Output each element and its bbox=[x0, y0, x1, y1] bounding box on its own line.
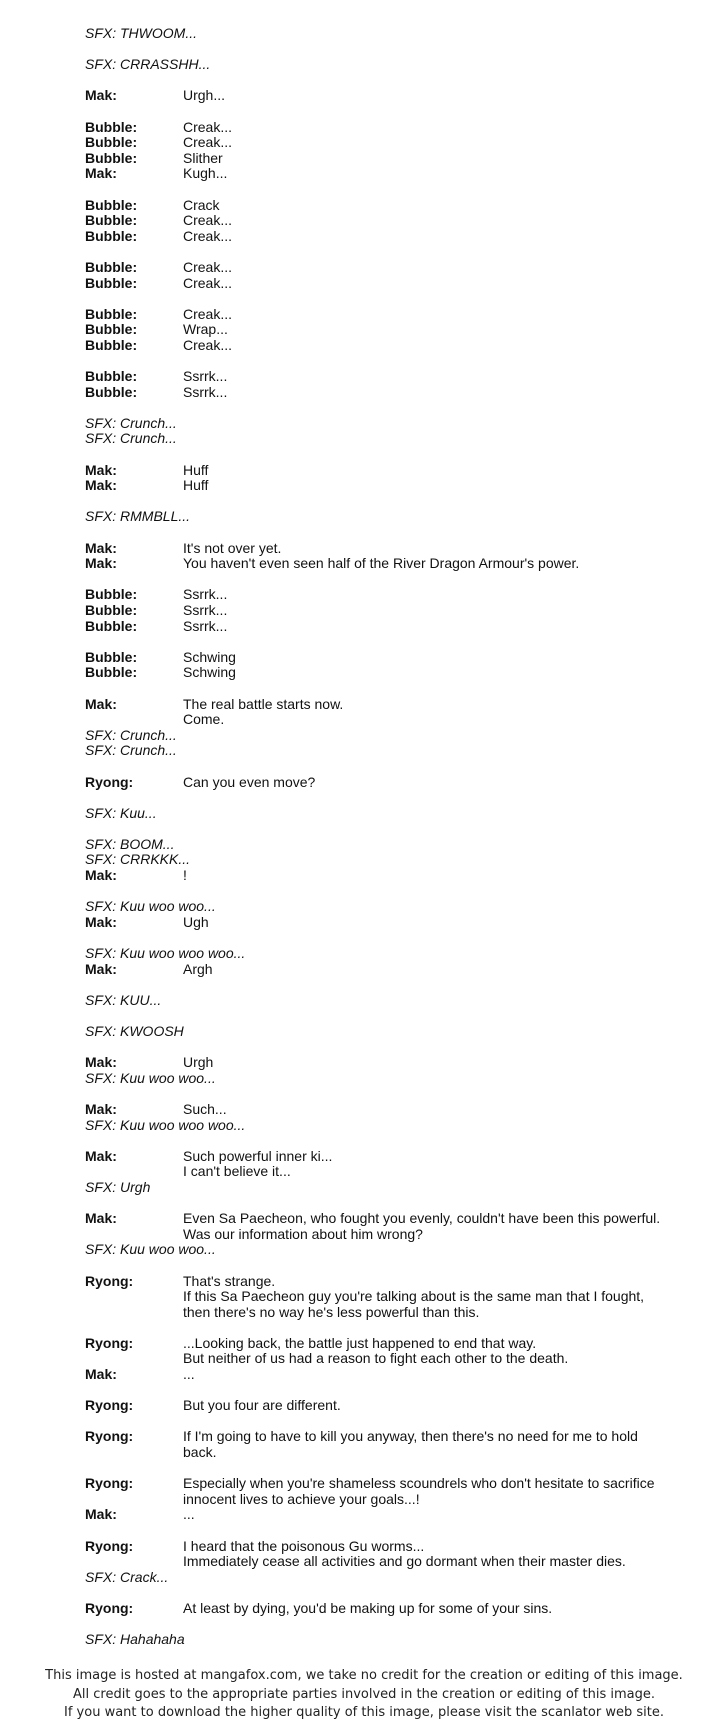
dialogue-text: Schwing bbox=[183, 648, 236, 665]
speaker-label: Mak: bbox=[85, 165, 117, 182]
sfx-line bbox=[85, 852, 685, 868]
dialogue-line bbox=[85, 603, 685, 619]
dialogue-line bbox=[85, 556, 685, 572]
speaker-label: Ryong: bbox=[85, 773, 134, 790]
block-spacer bbox=[85, 930, 685, 946]
block-spacer bbox=[85, 182, 685, 198]
speaker-label: Bubble: bbox=[85, 212, 138, 229]
sfx-line bbox=[85, 26, 685, 42]
dialogue-text: Creak... bbox=[183, 274, 233, 291]
dialogue-text: Such powerful inner ki... bbox=[183, 1147, 333, 1164]
sfx-line bbox=[85, 509, 685, 525]
dialogue-text: The real battle starts now. bbox=[183, 695, 344, 712]
speaker-label: Bubble: bbox=[85, 383, 138, 400]
dialogue-text: back. bbox=[183, 1444, 217, 1461]
dialogue-line bbox=[85, 1601, 685, 1617]
disclaimer-line-1: This image is hosted at mangafox.com, we take no credit for the creation or editing of this image. bbox=[45, 1668, 683, 1683]
dialogue-text: ...Looking back, the battle just happened to end that way. bbox=[183, 1334, 537, 1351]
speaker-label: Bubble: bbox=[85, 134, 138, 151]
sfx-text: SFX: KWOOSH bbox=[85, 1023, 184, 1039]
dialogue-text: Slither bbox=[183, 149, 223, 166]
speaker-label: Bubble: bbox=[85, 648, 138, 665]
speaker-label: Ryong: bbox=[85, 1334, 134, 1351]
speaker-label bbox=[85, 1305, 183, 1321]
speaker-label: Ryong: bbox=[85, 1599, 134, 1616]
dialogue-text: If this Sa Paecheon guy you're talking about is the same man that I fought, bbox=[183, 1288, 645, 1305]
speaker-label: Ryong: bbox=[85, 1428, 134, 1445]
sfx-line bbox=[85, 1024, 685, 1040]
speaker-label bbox=[85, 1351, 183, 1367]
dialogue-text: Was our information about him wrong? bbox=[183, 1225, 423, 1242]
block-spacer bbox=[85, 447, 685, 463]
speaker-label: Bubble: bbox=[85, 274, 138, 291]
dialogue-text: Crack bbox=[183, 196, 220, 213]
speaker-label: Bubble: bbox=[85, 586, 138, 603]
dialogue-line bbox=[85, 1351, 685, 1367]
dialogue-line bbox=[85, 775, 685, 791]
sfx-text: SFX: CRRKKK... bbox=[85, 851, 191, 868]
block-spacer bbox=[85, 977, 685, 993]
speaker-label bbox=[85, 1492, 183, 1508]
dialogue-text: then there's no way he's less powerful than this. bbox=[183, 1303, 480, 1320]
dialogue-text: Creak... bbox=[183, 305, 233, 322]
dialogue-line bbox=[85, 1274, 685, 1290]
dialogue-line bbox=[85, 1336, 685, 1352]
speaker-label: Bubble: bbox=[85, 664, 138, 681]
dialogue-text: Can you even move? bbox=[183, 773, 316, 790]
sfx-line bbox=[85, 837, 685, 853]
sfx-line bbox=[85, 946, 685, 962]
speaker-label: Ryong: bbox=[85, 1397, 134, 1414]
dialogue-text: Argh bbox=[183, 960, 213, 977]
sfx-line bbox=[85, 416, 685, 432]
dialogue-line bbox=[85, 1398, 685, 1414]
disclaimer-line-2: All credit goes to the appropriate parties involved in the creation or editing of this image. bbox=[73, 1686, 655, 1702]
dialogue-line bbox=[85, 712, 685, 728]
speaker-label: Mak: bbox=[85, 539, 117, 556]
sfx-text: SFX: BOOM... bbox=[85, 835, 175, 852]
dialogue-line bbox=[85, 541, 685, 557]
block-spacer bbox=[85, 244, 685, 260]
speaker-label: Mak: bbox=[85, 461, 117, 478]
dialogue-line bbox=[85, 587, 685, 603]
block-spacer bbox=[85, 353, 685, 369]
block-spacer bbox=[85, 42, 685, 58]
dialogue-text: Urgh... bbox=[183, 87, 226, 104]
speaker-label: Bubble: bbox=[85, 196, 138, 213]
dialogue-line bbox=[85, 619, 685, 635]
speaker-label: Bubble: bbox=[85, 227, 138, 244]
speaker-label: Bubble: bbox=[85, 368, 138, 385]
dialogue-line bbox=[85, 868, 685, 884]
dialogue-text: Ugh bbox=[183, 913, 209, 930]
sfx-text: SFX: Crack... bbox=[85, 1568, 169, 1585]
sfx-line bbox=[85, 1242, 685, 1258]
block-spacer bbox=[85, 759, 685, 775]
sfx-line bbox=[85, 899, 685, 915]
dialogue-text: Creak... bbox=[183, 336, 233, 353]
dialogue-line bbox=[85, 322, 685, 338]
sfx-line bbox=[85, 1180, 685, 1196]
speaker-label: Mak: bbox=[85, 1506, 117, 1523]
sfx-text: SFX: Kuu woo woo woo... bbox=[85, 1116, 246, 1133]
sfx-text: SFX: Crunch... bbox=[85, 726, 177, 743]
speaker-label: Ryong: bbox=[85, 1272, 134, 1289]
dialogue-line bbox=[85, 229, 685, 245]
dialogue-text: But you four are different. bbox=[183, 1397, 341, 1414]
sfx-text: SFX: RMMBLL... bbox=[85, 508, 191, 525]
sfx-line bbox=[85, 728, 685, 744]
dialogue-text: Come. bbox=[183, 711, 225, 728]
speaker-label: Ryong: bbox=[85, 1537, 134, 1554]
dialogue-text: Creak... bbox=[183, 118, 233, 135]
dialogue-text: Ssrrk... bbox=[183, 586, 228, 603]
speaker-label: Mak: bbox=[85, 695, 117, 712]
speaker-label: Bubble: bbox=[85, 617, 138, 634]
dialogue-line bbox=[85, 915, 685, 931]
speaker-label: Mak: bbox=[85, 87, 117, 104]
dialogue-line bbox=[85, 1164, 685, 1180]
speaker-label bbox=[85, 1164, 183, 1180]
block-spacer bbox=[85, 1383, 685, 1399]
sfx-line bbox=[85, 1632, 685, 1648]
block-spacer bbox=[85, 681, 685, 697]
block-spacer bbox=[85, 291, 685, 307]
sfx-text: SFX: Kuu woo woo woo... bbox=[85, 945, 246, 962]
dialogue-text: Urgh bbox=[183, 1054, 214, 1071]
sfx-text: SFX: THWOOM... bbox=[85, 25, 197, 41]
dialogue-text: You haven't even seen half of the River Dragon Armour's power. bbox=[183, 555, 580, 572]
dialogue-line bbox=[85, 1445, 685, 1461]
speaker-label bbox=[85, 1445, 183, 1461]
sfx-line bbox=[85, 743, 685, 759]
speaker-label bbox=[85, 1554, 183, 1570]
dialogue-line bbox=[85, 1507, 685, 1523]
dialogue-line bbox=[85, 338, 685, 354]
speaker-label: Mak: bbox=[85, 1054, 117, 1071]
speaker-label bbox=[85, 1289, 183, 1305]
dialogue-text: Creak... bbox=[183, 258, 233, 275]
sfx-text: SFX: CRRASSHH... bbox=[85, 56, 211, 73]
sfx-text: SFX: Kuu woo woo... bbox=[85, 1069, 216, 1086]
speaker-label bbox=[85, 1227, 183, 1243]
dialogue-line bbox=[85, 1211, 685, 1227]
dialogue-line bbox=[85, 88, 685, 104]
dialogue-line bbox=[85, 1429, 685, 1445]
dialogue-line bbox=[85, 276, 685, 292]
speaker-label: Bubble: bbox=[85, 336, 138, 353]
dialogue-text: Such... bbox=[183, 1100, 227, 1117]
sfx-line bbox=[85, 993, 685, 1009]
block-spacer bbox=[85, 1414, 685, 1430]
sfx-text: SFX: Kuu woo woo... bbox=[85, 898, 216, 915]
dialogue-text: At least by dying, you'd be making up for some of your sins. bbox=[183, 1599, 553, 1616]
block-spacer bbox=[85, 1196, 685, 1212]
speaker-label: Bubble: bbox=[85, 118, 138, 135]
block-spacer bbox=[85, 104, 685, 120]
dialogue-line bbox=[85, 166, 685, 182]
dialogue-text: Huff bbox=[183, 461, 209, 478]
sfx-text: SFX: KUU... bbox=[85, 991, 162, 1008]
speaker-label: Mak: bbox=[85, 1147, 117, 1164]
block-spacer bbox=[85, 1523, 685, 1539]
dialogue-line bbox=[85, 1055, 685, 1071]
dialogue-line bbox=[85, 463, 685, 479]
dialogue-text: ... bbox=[183, 1366, 195, 1383]
speaker-label: Bubble: bbox=[85, 258, 138, 275]
sfx-line bbox=[85, 1118, 685, 1134]
sfx-line bbox=[85, 57, 685, 73]
sfx-line bbox=[85, 806, 685, 822]
dialogue-text: Schwing bbox=[183, 664, 236, 681]
sfx-text: SFX: Urgh bbox=[85, 1178, 151, 1195]
dialogue-text: ... bbox=[183, 1506, 195, 1523]
dialogue-text: I can't believe it... bbox=[183, 1163, 291, 1180]
sfx-line bbox=[85, 1570, 685, 1586]
dialogue-line bbox=[85, 1289, 685, 1305]
sfx-text: SFX: Kuu... bbox=[85, 804, 157, 821]
script-transcript bbox=[85, 26, 685, 1648]
block-spacer bbox=[85, 790, 685, 806]
dialogue-text: Creak... bbox=[183, 134, 233, 151]
block-spacer bbox=[85, 821, 685, 837]
block-spacer bbox=[85, 884, 685, 900]
dialogue-text: Creak... bbox=[183, 227, 233, 244]
dialogue-text: It's not over yet. bbox=[183, 539, 282, 556]
dialogue-line bbox=[85, 1102, 685, 1118]
dialogue-line bbox=[85, 1149, 685, 1165]
dialogue-text: ! bbox=[183, 867, 187, 884]
dialogue-line bbox=[85, 1227, 685, 1243]
dialogue-text: Creak... bbox=[183, 212, 233, 229]
hosting-disclaimer bbox=[0, 1667, 728, 1723]
speaker-label: Bubble: bbox=[85, 149, 138, 166]
speaker-label: Mak: bbox=[85, 1366, 117, 1383]
dialogue-text: If I'm going to have to kill you anyway, then there's no need for me to hold bbox=[183, 1428, 638, 1445]
block-spacer bbox=[85, 1585, 685, 1601]
block-spacer bbox=[85, 494, 685, 510]
dialogue-line bbox=[85, 120, 685, 136]
dialogue-text: Ssrrk... bbox=[183, 368, 228, 385]
dialogue-text: Ssrrk... bbox=[183, 383, 228, 400]
dialogue-line bbox=[85, 307, 685, 323]
speaker-label: Mak: bbox=[85, 1100, 117, 1117]
dialogue-line bbox=[85, 1367, 685, 1383]
sfx-text: SFX: Crunch... bbox=[85, 430, 177, 447]
dialogue-text: Kugh... bbox=[183, 165, 228, 182]
dialogue-line bbox=[85, 198, 685, 214]
sfx-text: SFX: Crunch... bbox=[85, 742, 177, 759]
block-spacer bbox=[85, 1040, 685, 1056]
dialogue-line bbox=[85, 1305, 685, 1321]
block-spacer bbox=[85, 1617, 685, 1633]
dialogue-text: Especially when you're shameless scoundrels who don't hesitate to sacrifice bbox=[183, 1475, 655, 1492]
sfx-text: SFX: Kuu woo woo... bbox=[85, 1241, 216, 1258]
dialogue-text: innocent lives to achieve your goals...! bbox=[183, 1490, 420, 1507]
dialogue-line bbox=[85, 151, 685, 167]
sfx-text: SFX: Hahahaha bbox=[85, 1631, 185, 1648]
block-spacer bbox=[85, 1086, 685, 1102]
speaker-label: Mak: bbox=[85, 477, 117, 494]
dialogue-line bbox=[85, 478, 685, 494]
dialogue-line bbox=[85, 1476, 685, 1492]
dialogue-text: I heard that the poisonous Gu worms... bbox=[183, 1537, 425, 1554]
block-spacer bbox=[85, 1133, 685, 1149]
dialogue-text: Even Sa Paecheon, who fought you evenly, couldn't have been this powerful. bbox=[183, 1210, 661, 1227]
speaker-label: Mak: bbox=[85, 867, 117, 884]
block-spacer bbox=[85, 73, 685, 89]
dialogue-text: Ssrrk... bbox=[183, 601, 228, 618]
block-spacer bbox=[85, 1461, 685, 1477]
dialogue-line bbox=[85, 260, 685, 276]
dialogue-text: Immediately cease all activities and go dormant when their master dies. bbox=[183, 1553, 626, 1570]
block-spacer bbox=[85, 400, 685, 416]
speaker-label: Ryong: bbox=[85, 1475, 134, 1492]
sfx-line bbox=[85, 431, 685, 447]
dialogue-line bbox=[85, 1492, 685, 1508]
dialogue-text: That's strange. bbox=[183, 1272, 276, 1289]
speaker-label bbox=[85, 712, 183, 728]
speaker-label: Bubble: bbox=[85, 601, 138, 618]
speaker-label: Mak: bbox=[85, 960, 117, 977]
block-spacer bbox=[85, 525, 685, 541]
speaker-label: Bubble: bbox=[85, 305, 138, 322]
dialogue-text: Ssrrk... bbox=[183, 617, 228, 634]
block-spacer bbox=[85, 1258, 685, 1274]
sfx-text: SFX: Crunch... bbox=[85, 414, 177, 431]
block-spacer bbox=[85, 634, 685, 650]
dialogue-line bbox=[85, 697, 685, 713]
disclaimer-line-3: If you want to download the higher quality of this image, please visit the scanlator web site. bbox=[64, 1705, 664, 1720]
speaker-label: Bubble: bbox=[85, 321, 138, 338]
dialogue-line bbox=[85, 665, 685, 681]
dialogue-line bbox=[85, 1539, 685, 1555]
dialogue-line bbox=[85, 385, 685, 401]
dialogue-line bbox=[85, 135, 685, 151]
dialogue-text: Wrap... bbox=[183, 321, 228, 338]
sfx-line bbox=[85, 1071, 685, 1087]
block-spacer bbox=[85, 1008, 685, 1024]
dialogue-line bbox=[85, 962, 685, 978]
dialogue-line bbox=[85, 650, 685, 666]
speaker-label: Mak: bbox=[85, 913, 117, 930]
dialogue-text: But neither of us had a reason to fight each other to the death. bbox=[183, 1350, 569, 1367]
block-spacer bbox=[85, 1320, 685, 1336]
dialogue-line bbox=[85, 1554, 685, 1570]
dialogue-line bbox=[85, 213, 685, 229]
block-spacer bbox=[85, 572, 685, 588]
dialogue-text: Huff bbox=[183, 477, 209, 494]
speaker-label: Mak: bbox=[85, 1210, 117, 1227]
speaker-label: Mak: bbox=[85, 555, 117, 572]
dialogue-line bbox=[85, 369, 685, 385]
